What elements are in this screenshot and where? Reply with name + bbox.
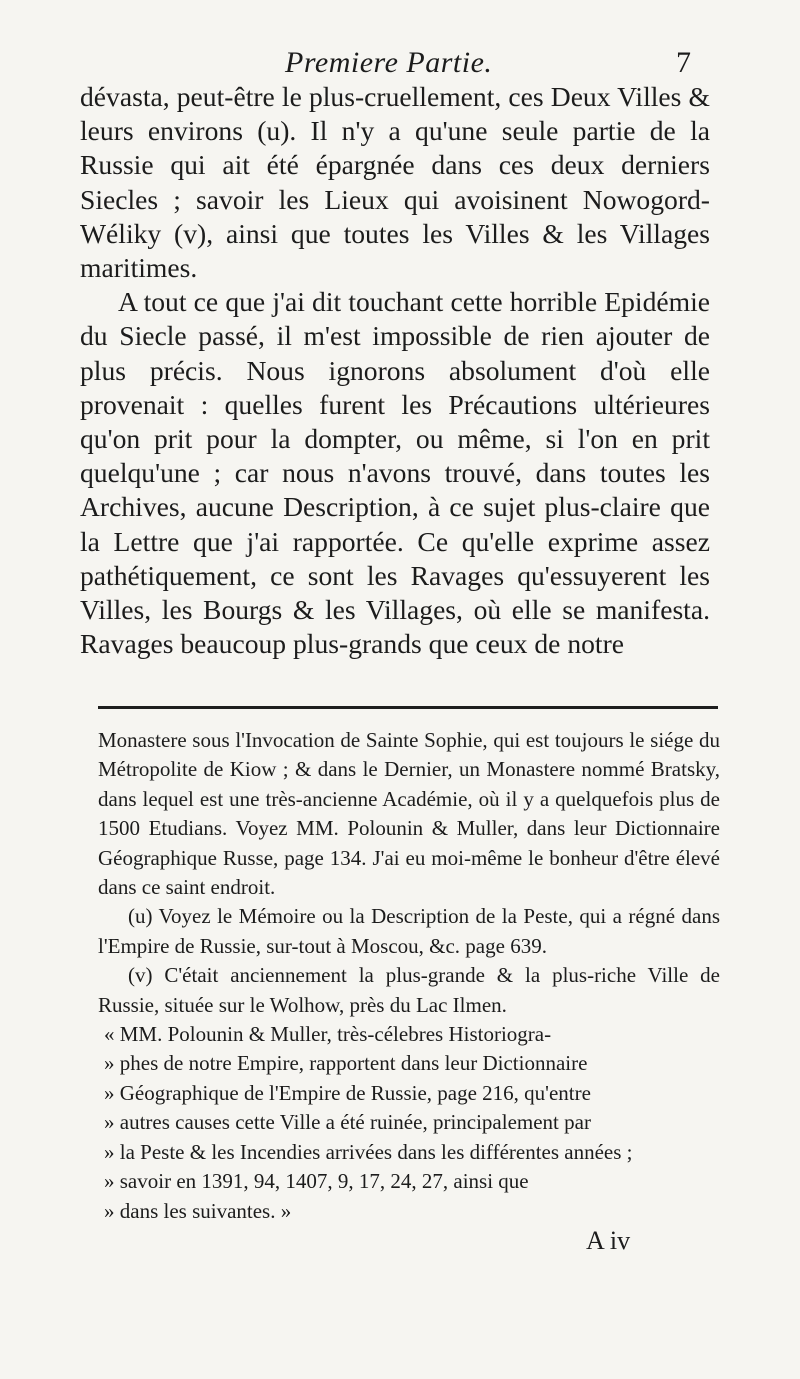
quote-line: » dans les suivantes. » — [104, 1198, 292, 1223]
footnote-u: (u) Voyez le Mémoire ou la Description de la Peste, qui a régné dans l'Empire de Russie, sur-tout à Moscou, &c. page 639. — [98, 904, 720, 958]
footnote-v-quote — [98, 1020, 720, 1226]
quote-line: » phes de notre Empire, rapportent dans leur Dictionnaire — [104, 1051, 588, 1076]
running-title: Premiere Partie. — [285, 46, 493, 79]
page-header — [0, 46, 800, 82]
footnotes — [98, 726, 720, 1226]
footnote-continuation: Monastere sous l'Invocation de Sainte Sophie, qui est toujours le siége du Métropolite de Kiow ; & dans le Dernier, un Monastere nommé Bratsky, dans lequel est une très-ancienne Académie, où il y a quelquefois plus de 1500 Etudians. Voyez MM. Polounin & Muller, dans leur Dictionnaire Géographique Russe, page 134. J'ai eu moi-même le bonheur d'être élevé dans ce saint endroit. — [98, 728, 720, 900]
quote-line: « MM. Polounin & Muller, très-célebres Historiogra- — [104, 1022, 552, 1047]
quote-line: » Géographique de l'Empire de Russie, page 216, qu'entre — [104, 1080, 591, 1105]
footnote-v: (v) C'était anciennement la plus-grande & la plus-riche Ville de Russie, située sur le Wolhow, près du Lac Ilmen. — [98, 963, 720, 1017]
main-paragraph-1: dévasta, peut-être le plus-cruellement, ces Deux Villes & leurs environs (u). Il n'y a qu'une seule partie de la Russie qui ait été épargnée dans ces deux derniers Siecles ; savoir les Lieux qui avoisinent Nowogord-Wéliky (v), ainsi que toutes les Villes & les Villages maritimes. — [80, 81, 710, 284]
quote-line: » savoir en 1391, 94, 1407, 9, 17, 24, 27, ainsi que — [104, 1169, 529, 1194]
main-paragraph-2: A tout ce que j'ai dit touchant cette horrible Epidémie du Siecle passé, il m'est impossible de rien ajouter de plus précis. Nous ignorons absolument d'où elle provenait : quelles furent les Précautions ultérieures qu'on prit pour la dompter, ou même, si l'on en prit quelqu'une ; car nous n'avons trouvé, dans toutes les Archives, aucune Description, à ce sujet plus-claire que la Lettre que j'ai rapportée. Ce qu'elle exprime assez pathétiquement, ce sont les Ravages qu'essuyerent les Villes, les Bourgs & les Villages, où elle se manifesta. Ravages beaucoup plus-grands que ceux de notre — [80, 286, 710, 660]
quote-line: » la Peste & les Incendies arrivées dans les différentes années ; — [104, 1139, 633, 1164]
signature-mark: A iv — [586, 1226, 631, 1255]
quote-line: » autres causes cette Ville a été ruinée, principalement par — [104, 1110, 591, 1135]
main-text — [80, 80, 710, 661]
page-number: 7 — [676, 46, 691, 79]
footnote-divider — [98, 706, 718, 709]
